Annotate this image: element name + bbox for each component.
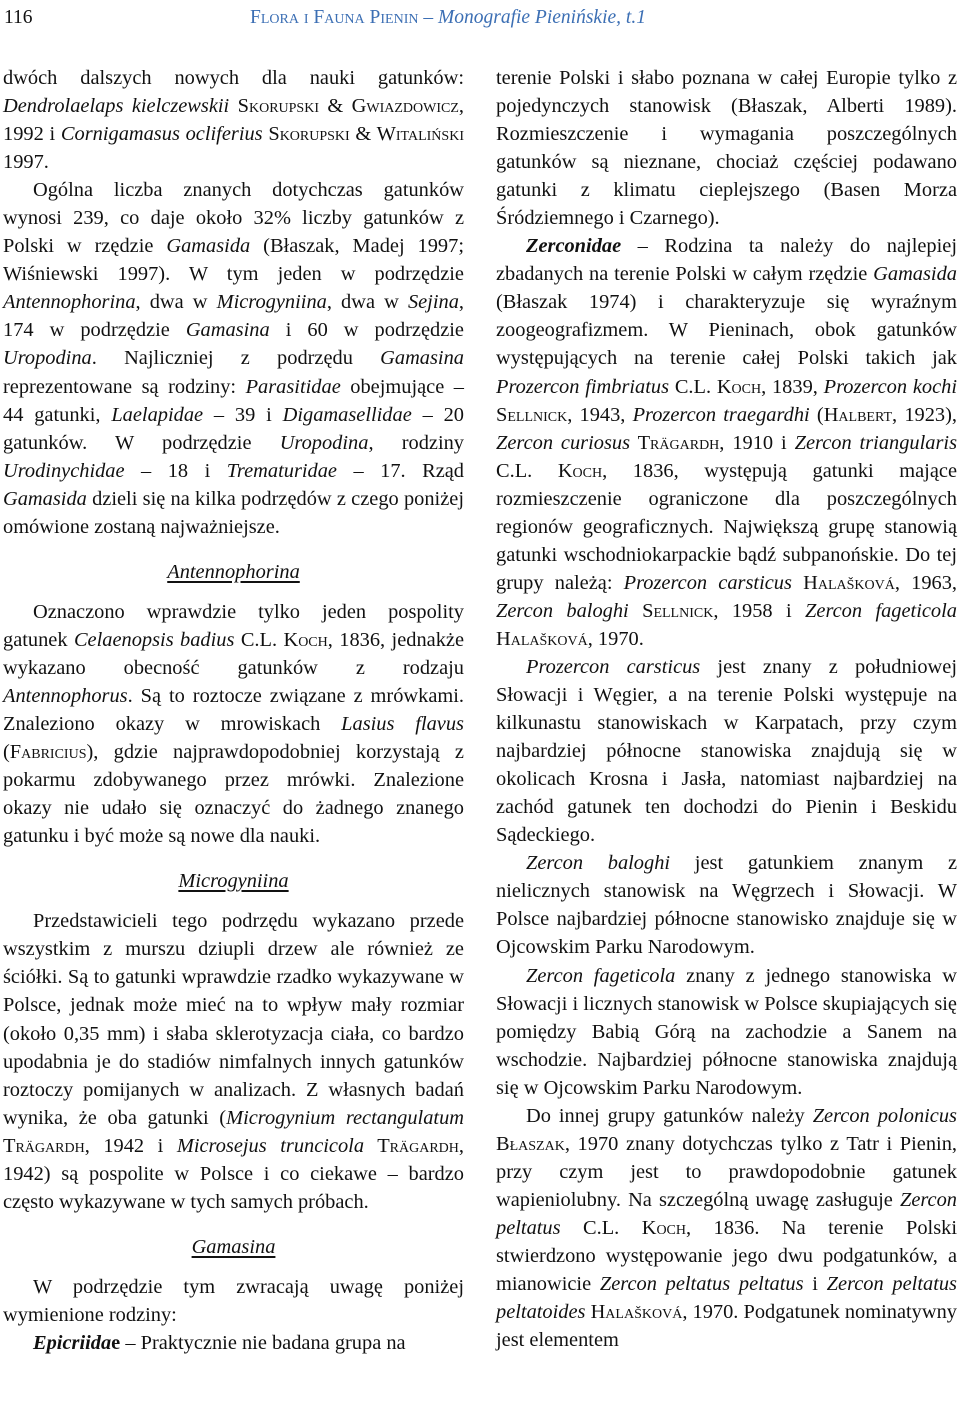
species-name: Zercon fageticola xyxy=(805,599,957,622)
species-name: Zercon fageticola xyxy=(526,964,676,987)
author-name: Trägardh xyxy=(364,1134,459,1157)
paragraph xyxy=(3,907,464,1216)
species-name: Microgynium rectangulatum xyxy=(226,1106,465,1129)
taxon-name: Uropodina xyxy=(3,347,92,370)
section-heading-gamasina: Gamasina xyxy=(191,1235,276,1258)
section-heading-microgyniina: Microgyniina xyxy=(178,870,289,893)
left-column xyxy=(3,64,464,1357)
text: Ogólna liczba znanych dotychczas gatunków wynosi 239, co daje około 32% liczby gatunków z Polski w rzędzie xyxy=(3,179,464,258)
text: jest znany z południowej Słowacji i Węgier, a na terenie Polski występuje na kilkunastu stanowiskach w Karpatach, przy czym najbardziej północne stanowiska znajdują się w okolicach Krosna i Jasła, natomiast najbardziej na zachód gatunek ten dochodzi do Pienin i Beskidu Sądeckiego. xyxy=(496,655,957,847)
author-name: C.L. Koch xyxy=(560,1216,687,1239)
taxon-name: Laelapidae xyxy=(111,403,204,426)
taxon-name: Microgyniina xyxy=(216,291,327,314)
text: , 1970 znany dotychczas tylko z Tatr i Pienin, przy czym jest to prawdopodobnie gatunek wapieniolubny. Na szczególną uwagę zasługuje xyxy=(496,1132,957,1211)
text: terenie Polski i słabo poznana w całej Europie tylko z pojedynczych stanowisk (Błaszak, Alberti 1989). Rozmieszczenie i wymagania poszczególnych gatunków są nieznane, chociaż częściej podawano gatunki z klimatu cieplejszego (Basen Morza Śródziemnego i Czarnego). xyxy=(496,67,957,230)
paragraph xyxy=(3,598,464,850)
paragraph xyxy=(496,962,957,1102)
author-name: Halašková xyxy=(585,1301,683,1324)
text: . Są to roztocze związane z mrówkami. Znaleziono okazy w mrowiskach xyxy=(3,684,464,736)
author-name: C.L. Koch xyxy=(669,375,762,398)
text: , 1992 i xyxy=(3,95,464,146)
text: , 1923), xyxy=(892,403,957,426)
series-title: Monografie Pienińskie, t.1 xyxy=(437,7,646,28)
species-name: Microsejus truncicola xyxy=(176,1134,365,1157)
text: , 1836, jednakże wykazano obecność gatunków z rodzaju xyxy=(3,628,464,679)
author-name: Halbert xyxy=(823,403,893,426)
text: , 1970. xyxy=(587,627,644,650)
section-heading-antennophorina: Antennophorina xyxy=(167,560,300,583)
text: , 1970. Podgatunek nominatywny jest elementem xyxy=(496,1301,957,1352)
author-name: Halašková xyxy=(496,627,588,650)
title-separator: – xyxy=(418,7,438,28)
author-name: Błaszak xyxy=(496,1132,565,1155)
species-name: Prozercon traegardhi xyxy=(632,403,810,426)
paragraph xyxy=(496,1102,957,1354)
author-name: Skorupski & Witaliński xyxy=(262,123,464,146)
text: – 20 gatunków. W podrzędzie xyxy=(3,403,464,454)
text: obejmujące – 44 gatunki, xyxy=(3,375,464,426)
text: , 1942) są pospolite w Polsce i co ciekawe – bardzo często wykazywane w tych samych próbach. xyxy=(3,1134,464,1213)
text: 1997. xyxy=(3,151,49,174)
species-name: Zercon baloghi xyxy=(496,599,629,622)
text: – Rodzina ta należy do najlepiej zbadanych na terenie Polski w całym rzędzie xyxy=(496,235,957,286)
text: , 174 w podrzędzie xyxy=(3,291,465,342)
species-name: Prozercon fimbriatus xyxy=(496,375,670,398)
author-name: Trägardh xyxy=(630,431,720,454)
taxon-name: Gamasina xyxy=(380,347,464,370)
species-name: Zercon peltatus xyxy=(496,1188,957,1239)
species-name: Dendrolaelaps kielczewskii xyxy=(3,95,230,118)
species-name: Zercon polonicus xyxy=(812,1104,957,1127)
text: , dwa w xyxy=(326,291,408,314)
text: (Błaszak 1974) i charakteryzuje się wyraźnym zoogeografizmem. W Pieninach, obok gatunków występujących na terenie całej Polski takich jak xyxy=(496,291,957,370)
page-number: 116 xyxy=(4,7,33,28)
text: dzieli się na kilka podrzędów z czego poniżej omówione zostaną najważniejsze. xyxy=(3,487,464,538)
author-name: Halašková xyxy=(791,571,895,594)
text: , rodziny xyxy=(368,431,465,454)
species-name: Lasius flavus xyxy=(341,713,464,736)
text: Oznaczono wprawdzie tylko jeden pospolity gatunek xyxy=(3,600,464,651)
author-name: Skorupski & Gwiazdowicz xyxy=(229,95,459,118)
paragraph xyxy=(3,64,464,176)
author-name: Sellnick xyxy=(628,599,714,622)
taxon-name: Trematuridae xyxy=(226,459,337,482)
right-column xyxy=(496,64,957,1354)
text: i xyxy=(803,1273,827,1296)
taxon-name: Digamasellidae xyxy=(282,403,412,426)
species-name: Prozercon kochi xyxy=(823,375,957,398)
text: i 60 w podrzędzie xyxy=(269,319,464,342)
text: Przedstawicieli tego podrzędu wykazano przede wszystkim z murszu dziupli drzew ale również ze ściółki. Są to gatunki wprawdzie rzadko wykazywane w Polsce, jednak może mieć na to wpływ mały rozmiar (około 0,35 mm) i słaba sklerotyzacja ciała, co bardzo upodabnia je do stadiów nimfalnych innych gatunków roztoczy pomijanych w analizach. Z własnych badań wynika, że oba gatunki ( xyxy=(3,910,464,1129)
paragraph xyxy=(496,849,957,961)
species-name: Prozercon carsticus xyxy=(526,655,701,678)
text: ( xyxy=(3,741,10,764)
species-name: Prozercon carsticus xyxy=(623,571,792,594)
text: Do innej grupy gatunków należy xyxy=(526,1104,813,1127)
text: , 1943, xyxy=(567,403,633,426)
page-header xyxy=(0,4,960,36)
text: – 18 i xyxy=(124,459,227,482)
text: . Najliczniej z podrzędu xyxy=(91,347,381,370)
text: reprezentowane są rodziny: xyxy=(3,375,246,398)
taxon-name: Uropodina xyxy=(279,431,369,454)
family-name: Epicriida xyxy=(33,1331,112,1354)
journal-title: Flora i Fauna Pienin xyxy=(250,7,419,28)
taxon-name: Gamasida xyxy=(166,235,251,258)
author-name: C.L. Koch xyxy=(496,459,603,482)
taxon-name: Gamasina xyxy=(185,319,270,342)
taxon-name: Gamasida xyxy=(3,487,87,510)
taxon-name: Antennophorina xyxy=(3,291,136,314)
family-name-suffix: e xyxy=(111,1331,121,1354)
text: – Praktycznie nie badana grupa na xyxy=(120,1331,406,1354)
taxon-name: Sejina xyxy=(407,291,459,314)
text: jest gatunkiem znanym z nielicznych stanowisk na Węgrzech i Słowacji. W Polsce najbardziej północne stanowisko znajduje się w Ojcowskim Parku Narodowym. xyxy=(496,852,957,959)
species-name: Cornigamasus ocliferius xyxy=(60,123,263,146)
author-name: Trägardh xyxy=(3,1134,85,1157)
taxon-name: Urodinychidae xyxy=(3,459,125,482)
paragraph xyxy=(496,64,957,232)
text: , 1958 i xyxy=(713,599,806,622)
paragraph xyxy=(496,232,957,653)
species-name: Zercon peltatus peltatus xyxy=(599,1273,804,1296)
text: znany z jednego stanowiska w Słowacji i licznych stanowisk w Polsce skupiających się pomiędzy Babią Górą na zachodzie a Sanem na wschodzie. Najbardziej północne stanowiska znajdują się w Ojcowskim Parku Narodowym. xyxy=(496,964,957,1099)
text: – 39 i xyxy=(203,403,283,426)
text: ), gdzie najprawdopodobniej korzystają z pokarmu zdobywanego przez mrówki. Znalezione okazy nie udało się oznaczyć do żadnego znanego gatunku i być może są nowe dla nauki. xyxy=(3,741,464,848)
author-name: C.L. Koch xyxy=(234,628,328,651)
text: , 1836. Na terenie Polski stwierdzono występowanie jego dwu podgatunków, a mianowicie xyxy=(496,1216,958,1296)
family-name: Zerconidae xyxy=(526,235,622,258)
text: , 1836, występują gatunki mające rozmieszczenie ograniczone dla poszczególnych regionów geograficznych. Największą grupę stanowią gatunki wschodniokarpackie bądź subpanońskie. Do tej grupy należą: xyxy=(496,459,957,594)
species-name: Zercon baloghi xyxy=(526,852,671,875)
species-name: Zercon peltatus peltatoides xyxy=(496,1273,957,1324)
paragraph xyxy=(3,1329,464,1357)
taxon-name: Gamasida xyxy=(873,263,957,286)
paragraph xyxy=(3,176,464,541)
taxon-name: Parasitidae xyxy=(245,375,341,398)
text: , 1910 i xyxy=(719,431,795,454)
text: dwóch dalszych nowych dla nauki gatunków: xyxy=(3,67,464,89)
text: (Błaszak, Madej 1997; Wiśniewski 1997). W tym jeden w podrzędzie xyxy=(3,235,464,286)
text: – 17. Rząd xyxy=(337,459,464,482)
species-name: Celaenopsis badius xyxy=(73,628,235,651)
author-name: Fabricius xyxy=(9,741,87,764)
text: , 1942 i xyxy=(84,1134,177,1157)
species-name: Zercon triangularis xyxy=(794,431,958,454)
text: , 1839, xyxy=(761,375,824,398)
paragraph: W podrzędzie tym zwracają uwagę poniżej wymienione rodziny: xyxy=(3,1275,464,1326)
paragraph xyxy=(496,653,957,849)
running-title xyxy=(250,4,646,32)
text: , 1963, xyxy=(894,571,958,594)
text: ( xyxy=(809,403,824,426)
author-name: Sellnick xyxy=(496,403,568,426)
taxon-name: Antennophorus xyxy=(3,684,128,707)
text: , dwa w xyxy=(135,291,217,314)
species-name: Zercon curiosus xyxy=(496,431,631,454)
